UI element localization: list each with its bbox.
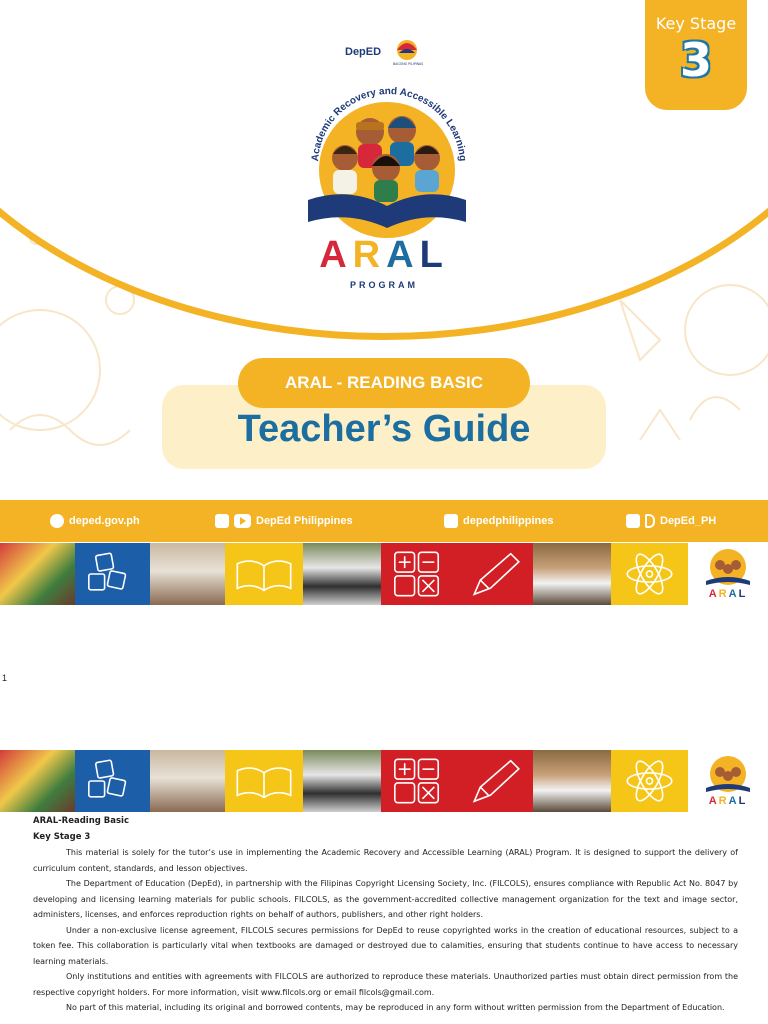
pencil-icon xyxy=(456,750,533,812)
facebook-youtube-link[interactable]: DepEd Philippines xyxy=(215,500,353,542)
abc-blocks-icon xyxy=(75,750,150,812)
books-photo xyxy=(0,750,75,812)
photo-strip-bottom xyxy=(0,750,768,812)
students-photo xyxy=(150,750,225,812)
copyright-subheading: Key Stage 3 xyxy=(33,831,91,842)
x-icon xyxy=(626,514,640,528)
open-book-icon-tile xyxy=(225,750,303,812)
math-symbols-icon-tile xyxy=(381,543,456,605)
books-photo xyxy=(0,543,75,605)
aral-letter-r: R xyxy=(352,234,387,276)
program-label: PROGRAM xyxy=(350,280,418,290)
students-photo xyxy=(150,543,225,605)
youtube-icon xyxy=(234,514,251,528)
subject-pill: ARAL - READING BASIC xyxy=(238,358,530,408)
copyright-paragraph: Under a non-exclusive license agreement, FILCOLS secures permissions for DepEd to reuse copyrighted works in the creation of educational resources, subject to a token fee. This collaboration is particularly vital when textbooks are damaged or destroyed due to calamities, ensuring that students continue to have access to necessary learning materials. xyxy=(33,925,738,966)
key-stage-label: Key Stage xyxy=(655,14,737,33)
pencil-icon-tile xyxy=(456,750,533,812)
aral-logo xyxy=(688,750,768,812)
copyright-paragraph: The Department of Education (DepEd), in partnership with the Filipinas Copyright Licensing Society, Inc. (FILCOLS), ensures compliance with Republic Act No. 8047 by developing and licensing learning materials for public schools. FILCOLS, as the government-accredited collective management organization for the text and image sector, administers, licenses, and enforces reproduction rights on behalf of authors, publishers, and other right holders. xyxy=(33,879,738,919)
aral-logo-mini xyxy=(688,750,768,812)
copyright-paragraph: Only institutions and entities with agreements with FILCOLS are authorized to reproduce these materials. Unauthorized parties must obtain direct permission from the respective copyright holders. For more information, visit www.filcols.org or email filcols@gmail.com. xyxy=(33,972,738,997)
instagram-icon xyxy=(444,514,458,528)
boy-writing-photo xyxy=(303,750,381,812)
social-bar xyxy=(0,500,768,542)
emblem-arc-text: Academic Recovery and Accessible Learning xyxy=(310,85,468,162)
teacher-photo xyxy=(533,543,611,605)
key-stage-tab xyxy=(645,0,747,110)
atom-icon-tile xyxy=(611,750,688,812)
deped-logo: DepED xyxy=(345,46,382,58)
aral-logo xyxy=(688,543,768,605)
bagong-pilipinas-logo xyxy=(397,40,417,60)
boy-writing-photo xyxy=(303,543,381,605)
abc-blocks-icon xyxy=(75,543,150,605)
instagram-link[interactable]: depedphilippines xyxy=(444,500,553,542)
math-symbols-icon xyxy=(381,750,456,812)
svg-text:ARAL: ARAL xyxy=(708,588,748,600)
website-link[interactable]: deped.gov.ph xyxy=(50,500,140,542)
copyright-paragraph: This material is solely for the tutor’s use in implementing the Academic Recovery and Accessible Learning (ARAL) Program. It is designed to support the delivery of curriculum content, standards, and lesson objectives. xyxy=(33,848,738,873)
abc-blocks-icon-tile xyxy=(75,543,150,605)
copyright-paragraph: No part of this material, including its original and borrowed contents, may be reproduced in any form without written permission from the Department of Education. xyxy=(66,1003,725,1012)
tiktok-icon xyxy=(645,514,655,528)
copyright-heading: ARAL-Reading Basic xyxy=(33,816,130,826)
page-number: 1 xyxy=(2,673,8,683)
atom-icon xyxy=(611,750,688,812)
guide-title: Teacher’s Guide xyxy=(237,408,531,450)
open-book-icon xyxy=(225,750,303,812)
abc-blocks-icon-tile xyxy=(75,750,150,812)
deped-bagong-pilipinas-logos xyxy=(345,38,425,66)
teacher-photo xyxy=(533,750,611,812)
aral-letter-l: L xyxy=(419,234,449,276)
aral-logo-mini xyxy=(688,543,768,605)
key-stage-number: 3 xyxy=(679,33,712,87)
aral-wordmark xyxy=(300,234,468,277)
globe-icon xyxy=(50,514,64,528)
svg-text:BAGONG PILIPINAS: BAGONG PILIPINAS xyxy=(393,62,424,66)
open-book-icon xyxy=(225,543,303,605)
aral-letter-a2: A xyxy=(386,234,420,276)
x-tiktok-link[interactable]: DepEd_PH xyxy=(626,500,716,542)
open-book-icon-tile xyxy=(225,543,303,605)
svg-text:ARAL: ARAL xyxy=(708,795,748,807)
math-symbols-icon-tile xyxy=(381,750,456,812)
atom-icon-tile xyxy=(611,543,688,605)
atom-icon xyxy=(611,543,688,605)
pencil-icon-tile xyxy=(456,543,533,605)
copyright-section xyxy=(33,814,738,1016)
photo-strip-top xyxy=(0,543,768,605)
facebook-icon xyxy=(215,514,229,528)
aral-emblem xyxy=(300,70,475,255)
pencil-icon xyxy=(456,543,533,605)
math-symbols-icon xyxy=(381,543,456,605)
aral-letter-a1: A xyxy=(319,234,353,276)
